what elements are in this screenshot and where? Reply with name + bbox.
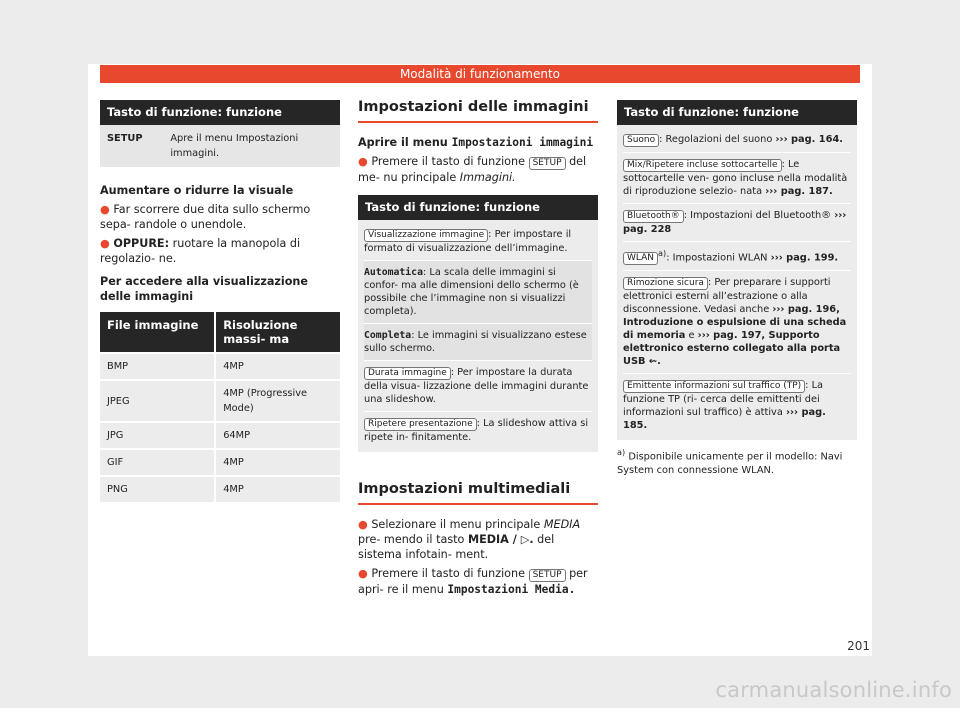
access-heading: Per accedere alla visualizzazione delle immagini (100, 275, 308, 303)
table-row: BMP 4MP (100, 353, 340, 380)
list-item: Bluetooth® : Impostazioni del Bluetooth® ››› pag. 228 (623, 204, 851, 242)
zoom-heading: Aumentare o ridurre la visuale (100, 184, 294, 197)
setup-key: SETUP (107, 133, 143, 144)
image-settings-table (358, 220, 598, 452)
watermark: carmanualsonline.info (715, 678, 952, 702)
section-title-media: Impostazioni multimediali (358, 482, 598, 505)
footnote: $^{a)}$ Disponibile unicamente per il modello: Navi System con connessione WLAN. (617, 447, 843, 476)
table-row: JPEG 4MP (Progressive Mode) (100, 380, 340, 422)
media-bullet-2: ● Premere il tasto di funzione SETUP per apri- re il menu Impostazioni Media. (358, 567, 588, 596)
zoom-bullet-2: ● OPPURE: ruotare la manopola di regolazio- ne. (100, 237, 301, 265)
images-bullet: ● Premere il tasto di funzione SETUP del me- nu principale Immagini. (358, 155, 587, 184)
column-middle (358, 100, 598, 601)
function-table-header: Tasto di funzione: funzione (617, 100, 857, 125)
list-item: Emittente informazioni sul traffico (TP) : La funzione TP (ri- cerca delle emittenti dei informazioni sul traffico) è attiva ››› pag. 185. (623, 380, 826, 432)
function-table-row (100, 125, 340, 167)
function-table-header: Tasto di funzione: funzione (100, 100, 340, 125)
function-table-header: Tasto di funzione: funzione (358, 195, 598, 220)
list-item: Suono : Regolazioni del suono ››› pag. 164. (623, 128, 851, 153)
table-row: JPG 64MP (100, 422, 340, 449)
resolution-col-header: Risoluzione massi- ma (215, 312, 340, 353)
media-bullet-1: ● Selezionare il menu principale MEDIA pre- mendo il tasto MEDIA / ▷. del sistema infotain- ment. (358, 518, 581, 561)
table-row: GIF 4MP (100, 449, 340, 476)
list-item: Mix/Ripetere incluse sottocartelle : Le sottocartelle ven- gono incluse nella modalità di riproduzione selezio- nata ››› pag. 187. (623, 153, 851, 204)
open-menu-line: Aprire il menu Impostazioni immagini (358, 136, 594, 149)
page-number: 201 (847, 639, 870, 653)
list-item: Automatica: La scala delle immagini si confor- ma alle dimensioni dello schermo (è possibile che l’immagine non si visualizzi completa). (364, 261, 592, 324)
list-item: Visualizzazione immagine : Per impostare il formato di visualizzazione dell’immagine. (364, 223, 592, 261)
column-right (617, 100, 857, 486)
setup-key: SETUP (529, 569, 566, 582)
chapter-header: Modalità di funzionamento (100, 65, 860, 83)
list-item: Ripetere presentazione : La slideshow attiva si ripete in- finitamente. (364, 418, 589, 443)
media-settings-table (617, 125, 857, 440)
file-col-header: File immagine (100, 312, 215, 353)
section-title-images: Impostazioni delle immagini (358, 100, 598, 123)
file-format-table (100, 312, 340, 502)
column-left (100, 100, 340, 502)
list-item: WLAN$^{a)}$: Impostazioni WLAN ››› pag. 199. (623, 242, 851, 271)
list-item: Completa: Le immagini si visualizzano estese sullo schermo. (364, 324, 592, 361)
setup-desc: Apre il menu Impostazioni immagini. (170, 133, 299, 159)
zoom-bullet-1: ● Far scorrere due dita sullo schermo sepa- randole o unendole. (100, 203, 311, 231)
table-row: PNG 4MP (100, 476, 340, 502)
list-item: Durata immagine : Per impostare la durata della visua- lizzazione delle immagini durante una slideshow. (364, 361, 592, 412)
list-item: Rimozione sicura : Per preparare i supporti elettronici esterni all’estrazione o alla disconnessione. Vedasi anche ››› pag. 196, Introduzione o espulsione di una scheda di memoria e ››› pag. 197, Supporto elettronico esterno collegato alla porta USB ⇜. (623, 271, 851, 374)
setup-key: SETUP (529, 157, 566, 170)
